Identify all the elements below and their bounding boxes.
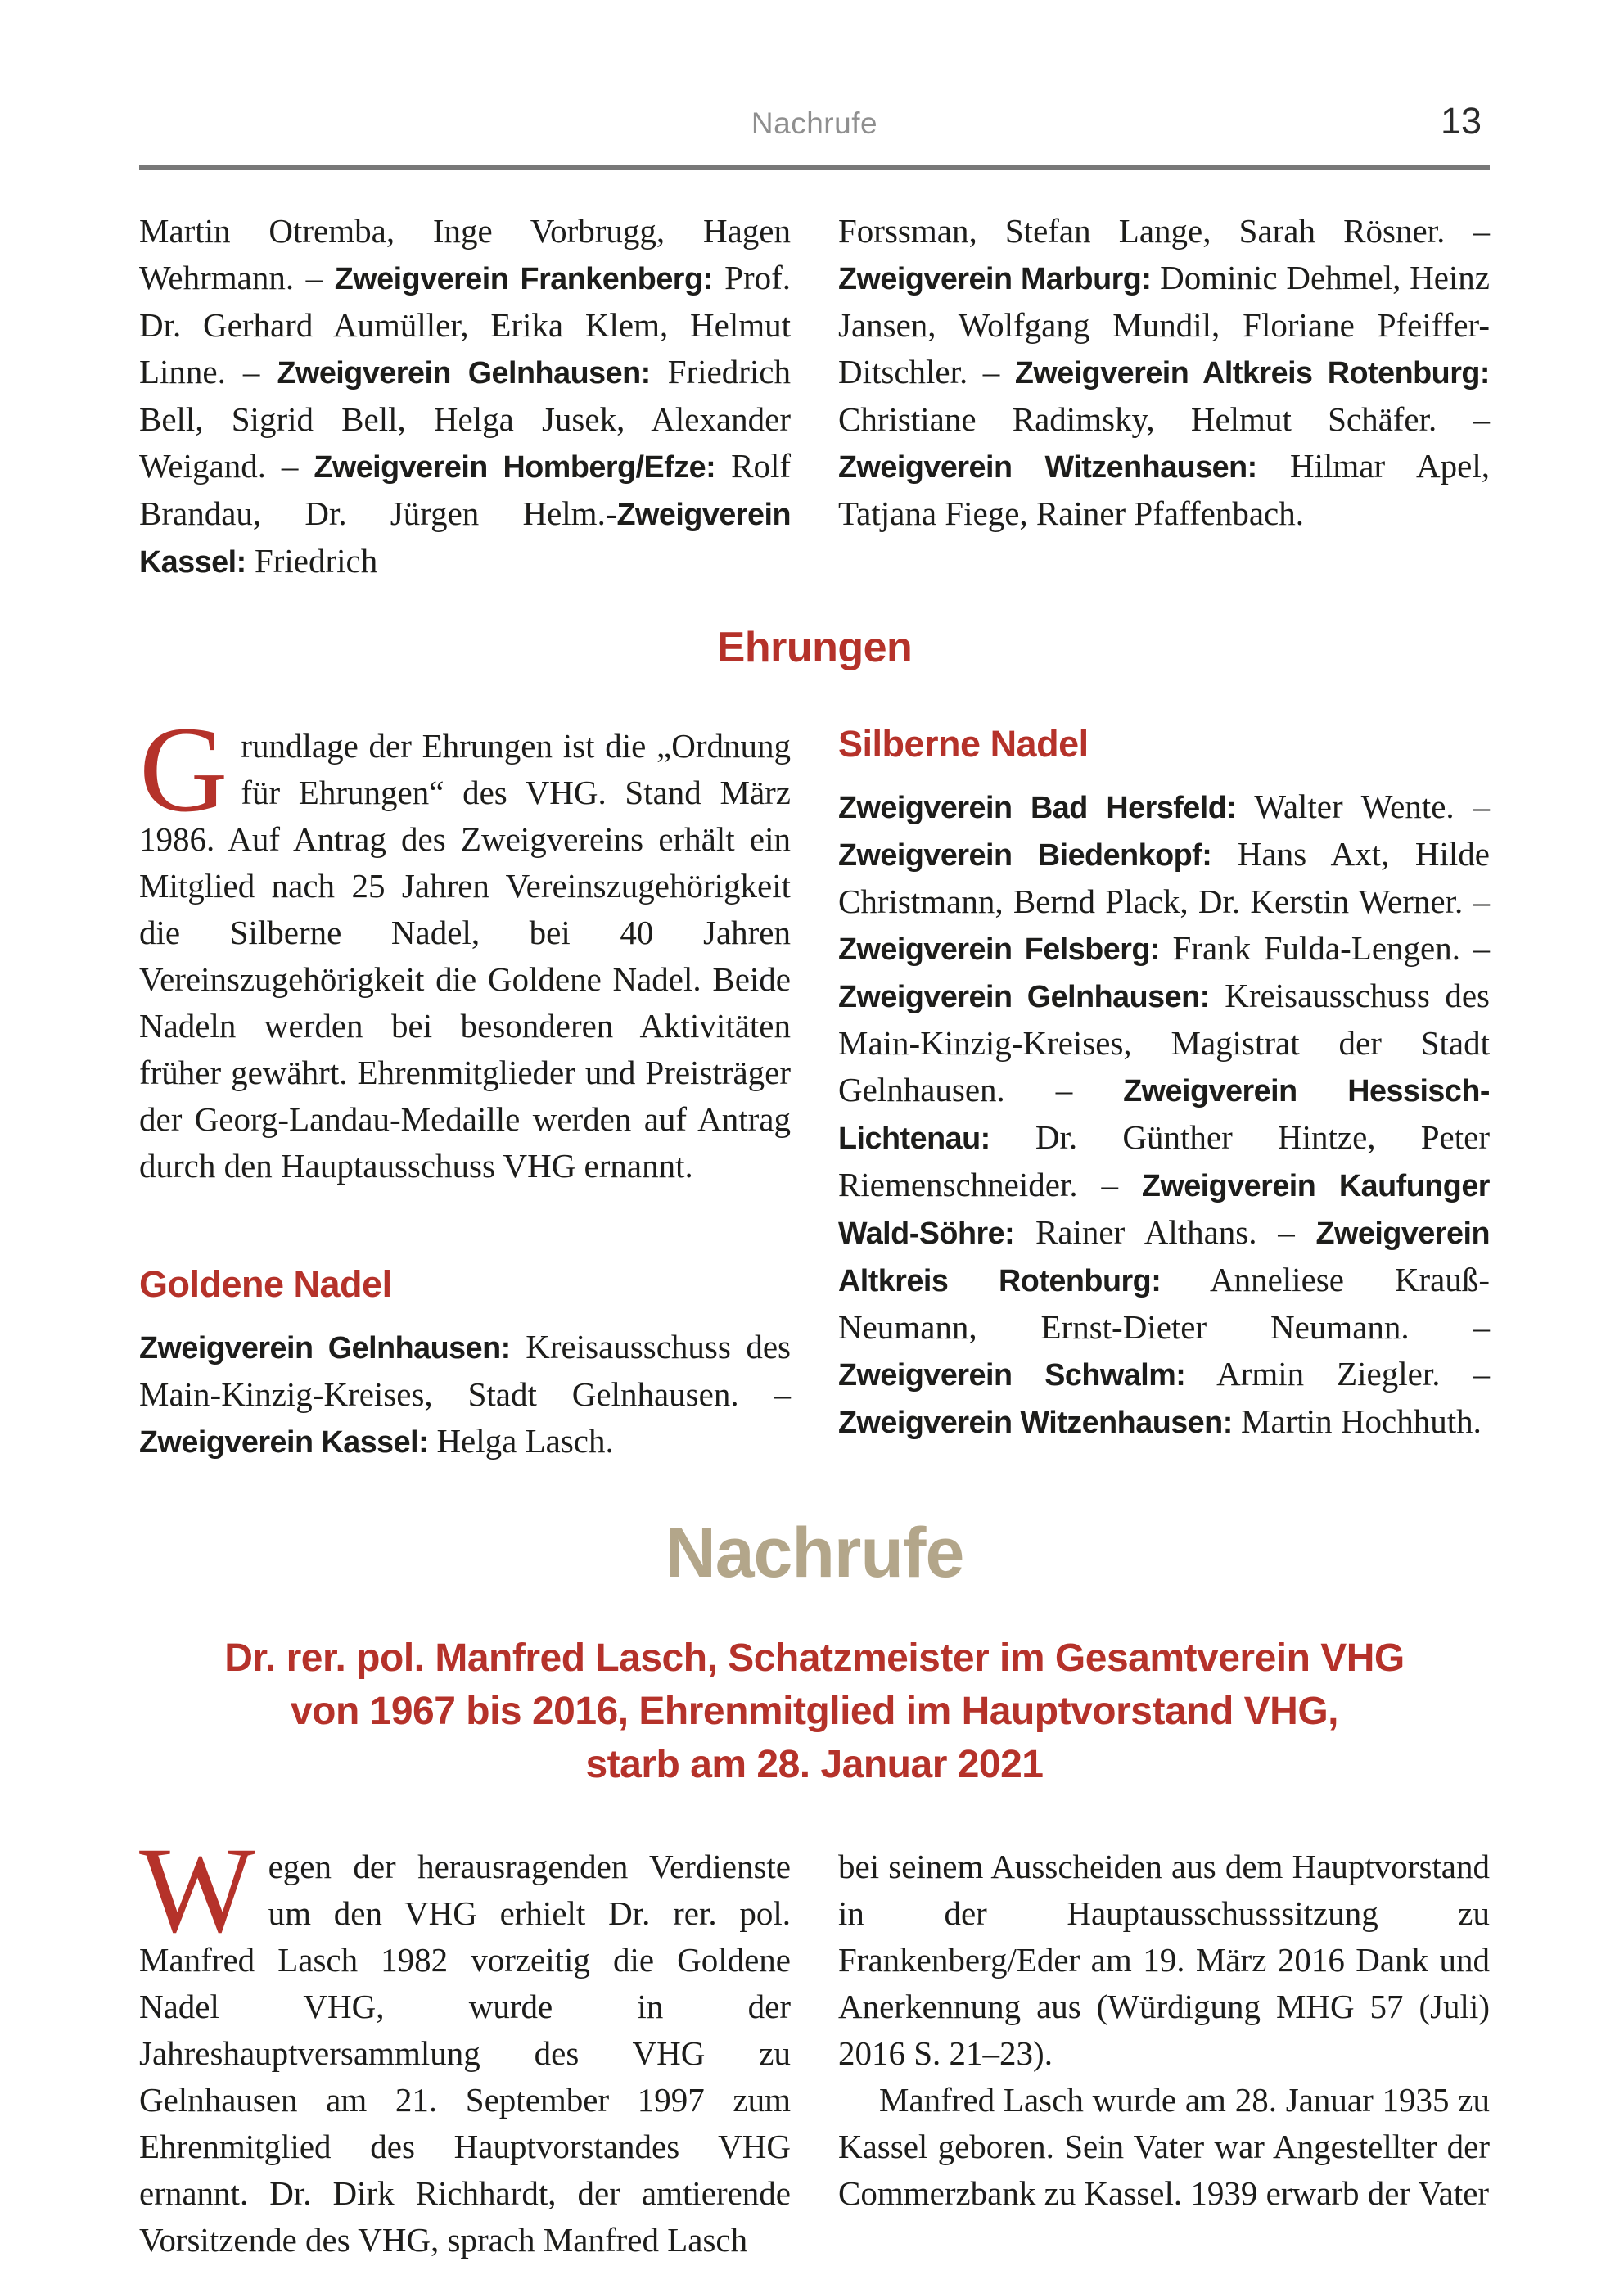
page-number: 13 [1440, 100, 1482, 142]
obituary-left-column [139, 1822, 791, 2264]
names-text: Helga Lasch. [428, 1422, 614, 1460]
names-text: Martin Otremba, Inge Vorbrugg, Hagen Wehrmann. – [139, 212, 791, 296]
nachrufe-section-title: Nachrufe [665, 1514, 964, 1592]
dropcap-w: W [139, 1822, 255, 1958]
names-text: Friedrich Bell, Sigrid Bell, Helga Jusek, Alexander Weigand. – [139, 353, 791, 485]
names-text: Dr. Günther Hintze, Peter Riemenschneider. – [838, 1118, 1490, 1203]
names-text: Friedrich [246, 542, 378, 580]
branch-club-label: Zweigverein Kassel: [139, 1424, 429, 1459]
branch-club-label: Zweigverein Gelnhausen: [838, 979, 1210, 1013]
obituary-headline-line: von 1967 bis 2016, Ehrenmitglied im Hauptvorstand VHG, [290, 1690, 1339, 1733]
branch-club-label: Zweigverein Gelnhausen: [139, 1330, 511, 1365]
branch-club-label: Zweigverein Kaufunger Wald-Söhre: [838, 1168, 1490, 1250]
branch-club-label: Zweigverein Kassel: [139, 497, 791, 579]
obituary-paragraph-1 [139, 1822, 791, 2264]
header-rule [139, 165, 1490, 170]
names-text: Rolf Brandau, Dr. Jürgen Helm.- [139, 447, 791, 532]
memorial-list-left-column [139, 208, 791, 585]
branch-club-label: Zweigverein Biedenkopf: [838, 837, 1212, 872]
names-text: Armin Ziegler. – [1185, 1355, 1490, 1393]
obituary-section [139, 1822, 1490, 2264]
ehrungen-intro-paragraph [139, 702, 791, 1189]
branch-club-label: Zweigverein Bad Hersfeld: [838, 790, 1237, 824]
branch-club-label: Zweigverein Frankenberg: [334, 261, 713, 296]
names-text: Martin Hochhuth. [1232, 1402, 1482, 1440]
branch-club-label: Zweigverein Marburg: [838, 261, 1152, 296]
goldene-nadel-paragraph [139, 1324, 791, 1465]
names-text: Frank Fulda-Lengen. – [1160, 929, 1490, 967]
names-text: Anneliese Krauß-Neumann, Ernst-Dieter Neumann. – [838, 1261, 1490, 1346]
obituary-headline [139, 1632, 1490, 1791]
branch-club-label: Zweigverein Altkreis Rotenburg: [1014, 355, 1490, 390]
branch-club-label: Zweigverein Schwalm: [838, 1357, 1186, 1392]
names-text: Hilmar Apel, Tatjana Fiege, Rainer Pfaffenbach. [838, 447, 1490, 532]
names-text: Hans Axt, Hilde Christmann, Bernd Plack, Dr. Kerstin Werner. – [838, 835, 1490, 920]
names-text: Prof. Dr. Gerhard Aumüller, Erika Klem, Helmut Linne. – [139, 259, 792, 390]
obituary-paragraph-2: bei seinem Ausscheiden aus dem Hauptvorstand in der Hauptausschusssitzung zu Frankenberg/Eder am 19. März 2016 Dank und Anerkennung aus (Würdigung MHG 57 (Juli) 2016 S. 21–23). [838, 1848, 1490, 2072]
names-text: Kreisausschuss des Main-Kinzig-Kreises, Stadt Gelnhausen. – [139, 1328, 791, 1413]
ehrungen-section [139, 702, 1490, 1465]
running-header [139, 0, 1490, 141]
obituary-paragraph-3: Manfred Lasch wurde am 28. Januar 1935 zu Kassel geboren. Sein Vater war Angestellter der Commerzbank zu Kassel. 1939 erwarb der Vater [838, 2081, 1490, 2212]
branch-club-label: Zweigverein Felsberg: [838, 932, 1161, 966]
branch-club-label: Zweigverein Witzenhausen: [838, 1405, 1233, 1439]
names-text: Dominic Dehmel, Heinz Jansen, Wolfgang Mundil, Floriane Pfeiffer-Ditschler. – [838, 259, 1490, 390]
branch-club-label: Zweigverein Gelnhausen: [277, 355, 651, 390]
silberne-nadel-heading: Silberne Nadel [838, 723, 1089, 765]
branch-club-label: Zweigverein Altkreis Rotenburg: [838, 1216, 1490, 1298]
names-text: Rainer Althans. – [1014, 1213, 1316, 1251]
goldene-nadel-heading: Goldene Nadel [139, 1263, 392, 1305]
obituary-paragraph-1-text: egen der herausragenden Verdienste um den VHG erhielt Dr. rer. pol. Manfred Lasch 1982 vorzeitig die Goldene Nadel VHG, wurde in der Jahreshauptversammlung des VHG zu Gelnhausen am 21. September 1997 zum Ehrenmitglied des Hauptvorstandes VHG ernannt. Dr. Dirk Richhardt, der amtierende Vorsitzende des VHG, sprach Manfred Lasch [139, 1848, 791, 2259]
names-text: Kreisausschuss des Main-Kinzig-Kreises, Magistrat der Stadt Gelnhausen. – [838, 977, 1490, 1108]
names-text: Christiane Radimsky, Helmut Schäfer. – [838, 400, 1490, 438]
branch-club-label: Zweigverein Hessisch-Lichtenau: [838, 1073, 1490, 1155]
obituary-headline-line: starb am 28. Januar 2021 [585, 1743, 1044, 1786]
memorial-list-section [139, 208, 1490, 585]
branch-club-label: Zweigverein Witzenhausen: [838, 449, 1257, 484]
running-header-title: Nachrufe [751, 106, 878, 140]
obituary-right-column [838, 1844, 1490, 2264]
names-text: Forssman, Stefan Lange, Sarah Rösner. – [838, 212, 1490, 250]
ehrungen-section-title: Ehrungen [716, 624, 913, 671]
ehrungen-right-column [838, 723, 1490, 1465]
dropcap-g: G [139, 702, 228, 837]
ehrungen-left-column [139, 702, 791, 1465]
memorial-list-right-column [838, 208, 1490, 585]
obituary-headline-line: Dr. rer. pol. Manfred Lasch, Schatzmeister im Gesamtverein VHG [224, 1636, 1405, 1680]
silberne-nadel-paragraph [838, 783, 1490, 1446]
ehrungen-intro-text: rundlage der Ehrungen ist die „Ordnung für Ehrungen“ des VHG. Stand März 1986. Auf Antrag des Zweigvereins erhält ein Mitglied nach 25 Jahren Vereinszugehörigkeit die Silberne Nadel, bei 40 Jahren Vereinszugehörigkeit die Goldene Nadel. Beide Nadeln werden bei besonderen Aktivitäten früher gewährt. Ehrenmitglieder und Preisträger der Georg-Landau-Medaille werden auf Antrag durch den Hauptausschuss VHG ernannt. [139, 727, 791, 1185]
branch-club-label: Zweigverein Homberg/Efze: [314, 449, 716, 484]
names-text: Walter Wente. – [1236, 788, 1490, 825]
